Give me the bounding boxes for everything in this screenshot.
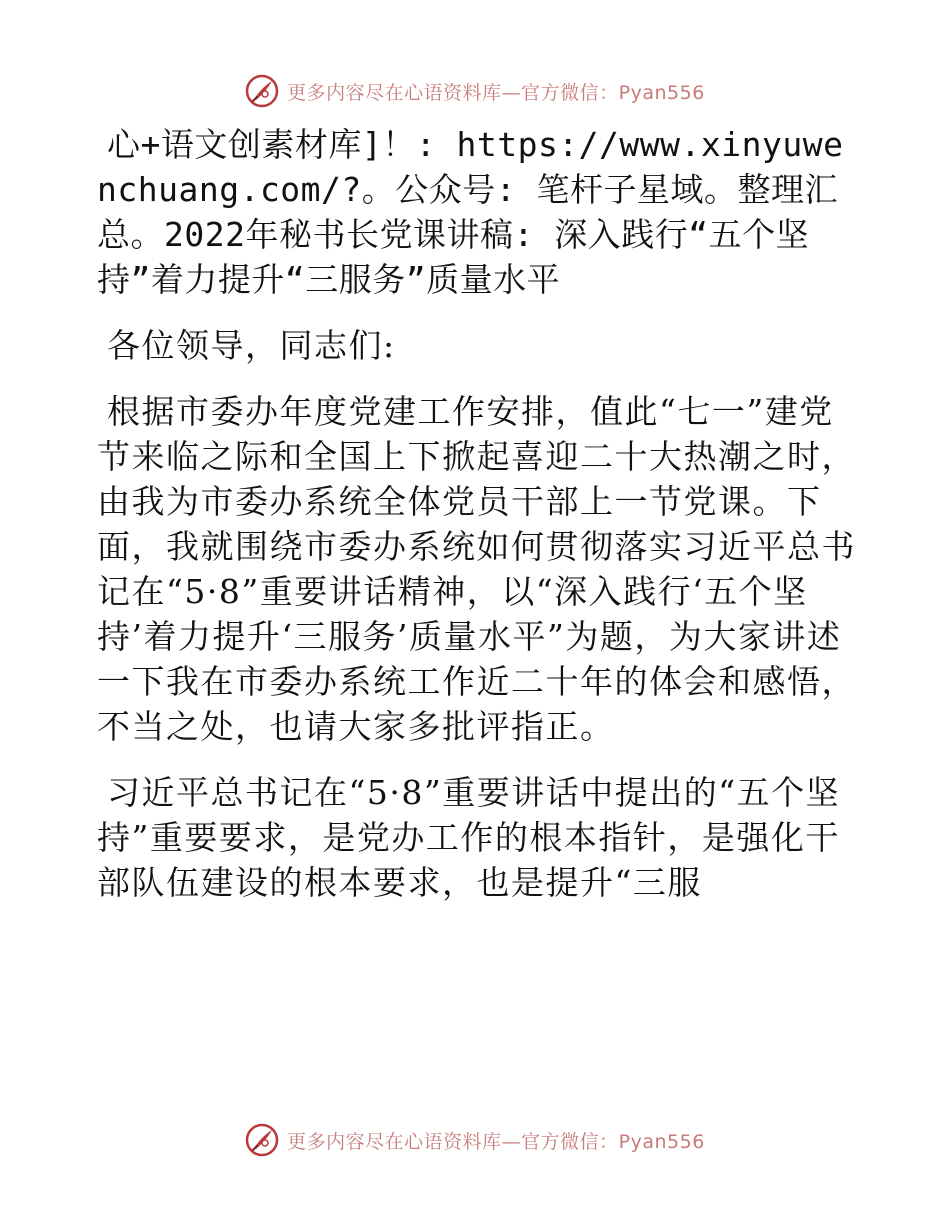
watermark-header	[0, 69, 950, 113]
watermark-text: 更多内容尽在心语资料库—官方微信：Pyan556	[287, 1130, 705, 1153]
paragraph-intro: 根据市委办年度党建工作安排，值此“七一”建党节来临之际和全国上下掀起喜迎二十大热潮之时，由我为市委办系统全体党员干部上一节党课。下面，我就围绕市委办系统如何贯彻落实习近平总书记在“5·8”重要讲话精神，以“深入践行‘五个坚持’着力提升‘三服务’质量水平”为题，为大家讲述一下我在市委办系统工作近二十年的体会和感悟，不当之处，也请大家多批评指正。	[97, 392, 856, 746]
quill-logo-icon	[245, 74, 279, 108]
paragraph-source-title: 心+语文创素材库]！: https://www.xinyuwenchuang.com/?。公众号: 笔杆子星域。整理汇总。2022年秘书长党课讲稿: 深入践行“五个坚持”着力提升“三服务”质量水平	[97, 125, 844, 299]
document-body	[97, 122, 857, 926]
paragraph-salutation: 各位领导，同志们:	[107, 326, 396, 365]
watermark-text: 更多内容尽在心语资料库—官方微信：Pyan556	[287, 81, 705, 104]
paragraph-five-persistences: 习近平总书记在“5·8”重要讲话中提出的“五个坚持”重要要求，是党办工作的根本指针，是强化干部队伍建设的根本要求，也是提升“三服	[97, 773, 841, 902]
watermark-footer	[0, 1118, 950, 1162]
quill-logo-icon	[245, 1123, 279, 1157]
